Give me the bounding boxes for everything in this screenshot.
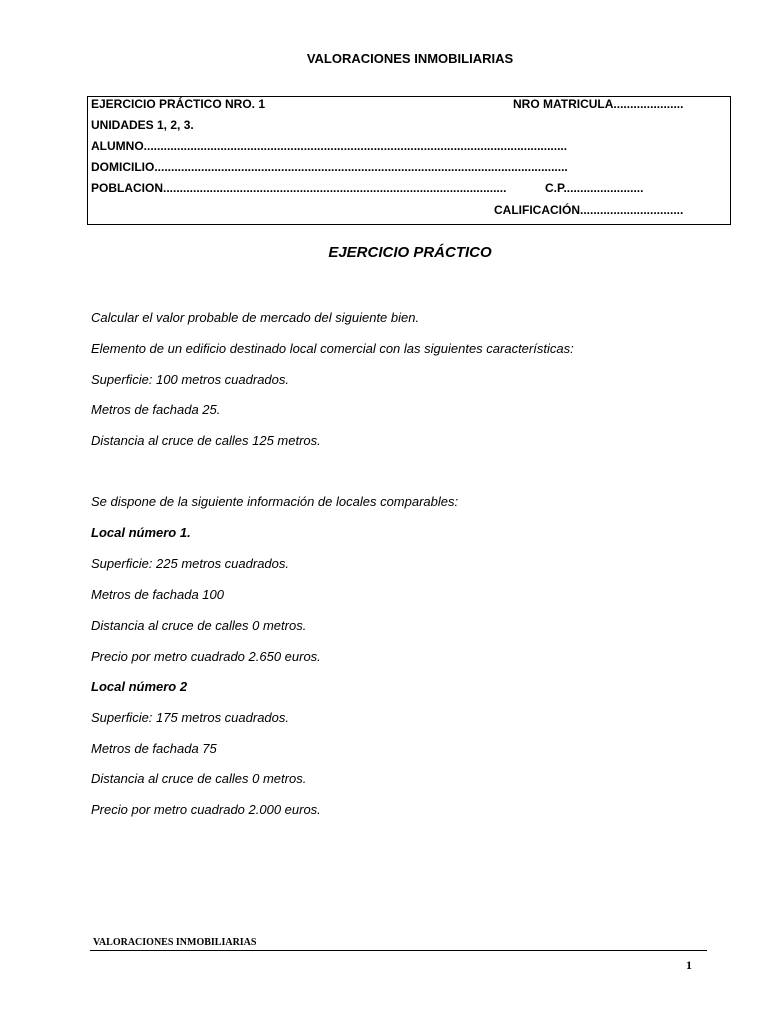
paragraph: Elemento de un edificio destinado local comercial con las siguientes características: [91, 341, 574, 356]
calificacion-field: CALIFICACIÓN............................... [494, 203, 684, 217]
alumno-field: ALUMNO............................................................................................................................... [91, 139, 568, 153]
local-2-line: Superficie: 175 metros cuadrados. [91, 710, 289, 725]
paragraph: Superficie: 100 metros cuadrados. [91, 372, 289, 387]
local-2-line: Precio por metro cuadrado 2.000 euros. [91, 802, 321, 817]
domicilio-field: DOMICILIO............................................................................................................................ [91, 160, 568, 174]
local-2-line: Metros de fachada 75 [91, 741, 217, 756]
local-2-title: Local número 2 [91, 679, 188, 694]
exercise-heading: EJERCICIO PRÁCTICO [328, 244, 492, 261]
local-1-line: Superficie: 225 metros cuadrados. [91, 556, 289, 571]
document-title: VALORACIONES INMOBILIARIAS [306, 51, 514, 66]
page-number: 1 [686, 958, 692, 972]
units-label: UNIDADES 1, 2, 3. [91, 118, 194, 132]
poblacion-field: POBLACION....................................................................................................... [91, 181, 507, 195]
student-info-box [87, 96, 731, 225]
paragraph: Distancia al cruce de calles 125 metros. [91, 433, 321, 448]
matricula-field: NRO MATRICULA..................... [513, 97, 684, 111]
local-1-title: Local número 1. [91, 525, 191, 540]
local-1-line: Precio por metro cuadrado 2.650 euros. [91, 649, 321, 664]
exercise-number: EJERCICIO PRÁCTICO NRO. 1 [91, 97, 266, 111]
local-1-line: Metros de fachada 100 [91, 587, 224, 602]
local-1-line: Distancia al cruce de calles 0 metros. [91, 618, 307, 633]
paragraph: Metros de fachada 25. [91, 402, 221, 417]
local-2-line: Distancia al cruce de calles 0 metros. [91, 771, 307, 786]
footer-divider [90, 950, 707, 951]
footer-title: VALORACIONES INMOBILIARIAS [93, 937, 257, 948]
comparables-intro: Se dispone de la siguiente información de locales comparables: [91, 494, 459, 509]
paragraph: Calcular el valor probable de mercado del siguiente bien. [91, 310, 420, 325]
cp-field: C.P........................ [545, 181, 644, 195]
